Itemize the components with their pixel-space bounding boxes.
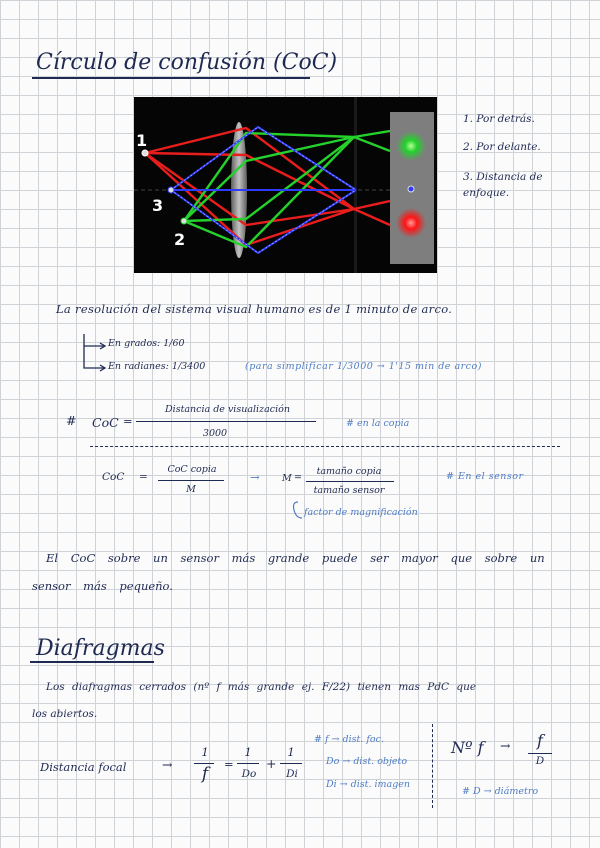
one-numerator-1: 1 (201, 745, 209, 759)
f2-fraction-line (158, 480, 224, 481)
radians-text: En radianes: 1/3400 (108, 361, 206, 372)
legend-di: Di → dist. imagen (326, 779, 411, 790)
focal-arrow: → (162, 757, 173, 772)
factor-note: factor de magnificación (304, 507, 418, 518)
point-2 (181, 218, 187, 224)
nf-numerator: f (537, 731, 543, 750)
f1-note: # en la copia (346, 418, 410, 429)
nf-fraction-line (528, 753, 552, 754)
f2-denominator: M (186, 484, 196, 495)
sensor-note: # En el sensor (446, 471, 524, 482)
blue-spot (408, 186, 414, 192)
fraction-line-do (237, 763, 259, 764)
hash-mark: # (66, 413, 77, 428)
nf-denominator: D (535, 755, 545, 767)
green-spot (396, 131, 426, 161)
red-spot (396, 208, 426, 238)
nf-label: Nº f (451, 738, 484, 757)
equals-focal: = (224, 757, 234, 771)
legend-do: Do → dist. objeto (326, 756, 408, 767)
bracket-arrows (78, 332, 108, 376)
list-item-1: 1. Por detrás. (463, 113, 535, 125)
legend-f: # f → dist. foc. (314, 734, 384, 745)
arrow-1: → (250, 470, 260, 484)
label-2: 2 (174, 230, 186, 249)
fraction-line-di (280, 763, 302, 764)
f-denominator: f (201, 764, 209, 784)
diafragmas-line2: los abiertos. (32, 708, 98, 720)
dashed-separator (90, 446, 560, 447)
list-item-3: 3. Distancia de enfoque. (463, 171, 543, 199)
equals-3: = (294, 472, 302, 483)
d-note: # D → diámetro (462, 786, 539, 797)
f1-numerator: Distancia de visualización (165, 404, 290, 415)
degrees-text: En grados: 1/60 (108, 338, 185, 349)
nf-arrow: → (500, 738, 511, 753)
m-label: M (282, 473, 292, 484)
resolution-text: La resolución del sistema visual humano es de 1 minuto de arco. (56, 302, 453, 316)
diafragmas-line1: Los diafragmas cerrados (nº f más grande ej. F/22) tienen mas PdC que (46, 681, 477, 693)
coc-label-1: CoC (92, 415, 119, 430)
m-denominator: tamaño sensor (313, 485, 385, 496)
section-title-diafragmas: Diafragmas (36, 636, 165, 661)
title-underline (32, 77, 310, 79)
section-title-coc: Círculo de confusión (CoC) (36, 50, 338, 75)
label-1: 1 (136, 131, 148, 150)
sensor-paragraph-line1: El CoC sobre un sensor más grande puede ser mayor que sobre un (46, 551, 545, 565)
title2-underline (30, 661, 154, 663)
vertical-dashed-separator (432, 724, 433, 808)
f2-numerator: CoC copia (167, 464, 217, 475)
list-item-2: 2. Por delante. (463, 141, 541, 153)
coc-label-2: CoC (102, 471, 125, 483)
focal-label: Distancia focal (40, 760, 127, 774)
do-denominator: Do (241, 768, 257, 780)
factor-bracket (290, 500, 304, 524)
f1-fraction-line (136, 421, 316, 422)
one-numerator-3: 1 (287, 745, 295, 759)
sensor-paragraph-line2: sensor más pequeño. (32, 579, 173, 593)
one-numerator-2: 1 (244, 745, 252, 759)
m-fraction-line (306, 481, 394, 482)
equals-1: = (123, 414, 133, 428)
equals-2: = (139, 471, 148, 483)
point-1 (142, 150, 148, 156)
plus-sign: + (266, 756, 277, 771)
radians-note: (para simplificar 1/3000 → 1'15 min de arco) (245, 361, 482, 372)
label-3: 3 (152, 196, 164, 215)
point-3 (168, 187, 174, 193)
coc-diagram (134, 97, 437, 273)
di-denominator: Di (286, 768, 298, 780)
m-numerator: tamaño copia (316, 466, 382, 477)
f1-denominator: 3000 (202, 428, 228, 439)
